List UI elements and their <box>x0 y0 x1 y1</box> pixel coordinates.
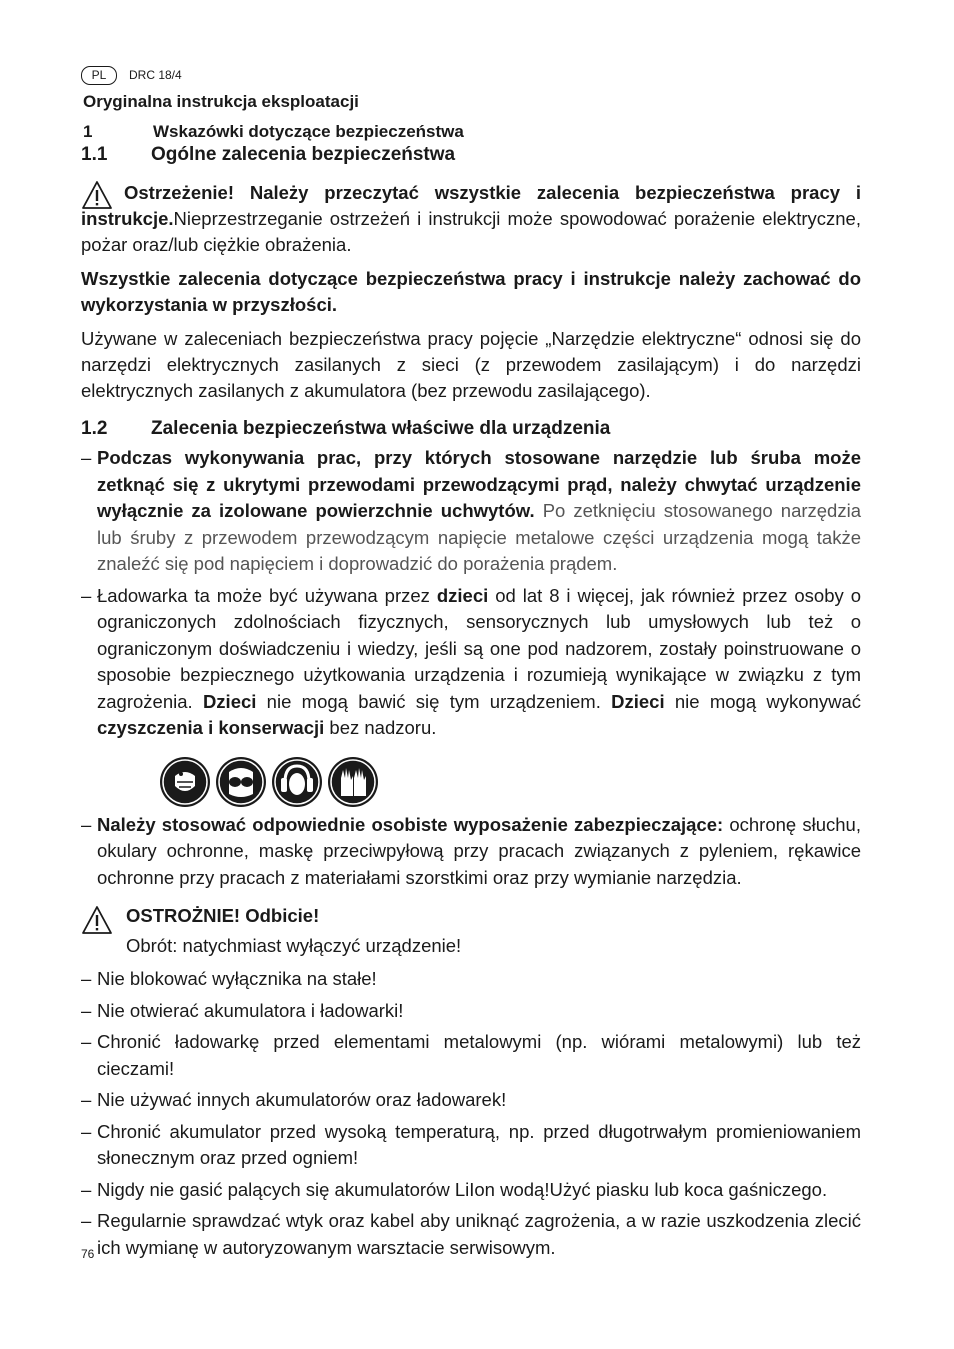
dust-mask-icon <box>159 756 211 808</box>
page-header <box>81 62 861 88</box>
section-title: Ogólne zalecenia bezpieczeństwa <box>151 144 456 165</box>
section-title: Wskazówki dotyczące bezpieczeństwa <box>153 122 464 141</box>
definition-paragraph: Używane w zaleceniach bezpieczeństwa pracy pojęcie „Narzędzie elektryczne“ odnosi się do narzędzi elektrycznych zasilanych z sieci (z przewodem zasilającym) i do narzędzi elektrycznych zasilanych z akumulatora (bez przewodu zasilającego). <box>81 328 861 401</box>
item-bold-text: Podczas wykonywania prac, przy których stosowane narzędzie lub śruba może zetknąć się z ukrytymi przewodami przewodzącymi prąd, należy chwytać urządzenie wyłącznie za izolowane powierzchnie uchwytów. <box>97 447 861 521</box>
language-badge: PL <box>81 66 117 85</box>
manual-page <box>81 62 861 1261</box>
list-item: – Nie używać innych akumulatorów oraz ładowarek! <box>81 1087 861 1114</box>
item-bold-text: Dzieci <box>611 690 665 712</box>
gloves-icon <box>327 756 379 808</box>
item-text: Ładowarka ta może być używana przez <box>97 584 437 606</box>
ear-protection-icon <box>271 756 323 808</box>
section-number: 1.2 <box>81 418 108 439</box>
safety-glasses-icon <box>215 756 267 808</box>
item-text: nie mogą wykonywać <box>664 690 861 712</box>
section-1-heading <box>83 122 861 142</box>
section-number: 1 <box>83 122 93 141</box>
item-text: Po zetknięciu stosowanego narzędzia lub śruby z przewodem przewodzącym napięcie metalowe części urządzenia mogą także znaleźć się pod napięciem i doprowadzić do porażenia prądem. <box>97 500 861 574</box>
item-text: od lat 8 i więcej, jak również przez osoby o ograniczonych zdolnościach fizycznych, sensorycznych lub umysłowych lub też o ograniczonym doświadczeniu i wiedzy, jeśli są one pod nadzorem, zostały poinstruowane o sposobie bezpiecznego użytkowania urządzenia i rozumieją wynikające w związku z tym zagrożenia. <box>97 584 861 712</box>
list-item: – Regularnie sprawdzać wtyk oraz kabel aby uniknąć zagrożenia, a w razie uszkodzenia zlecić ich wymianę w autoryzowanym warsztacie serwisowym. <box>81 1208 861 1261</box>
list-item <box>81 445 861 578</box>
item-bold-text: Dzieci <box>202 690 257 712</box>
keep-instructions-paragraph <box>81 266 861 318</box>
model-number: DRC 18/4 <box>129 68 182 82</box>
item-text: ochronę słuchu, okulary ochronne, maskę przeciwpyłową przy pracach związanych z pyleniem, rękawice ochronne przy pracach z materiałami szorstkimi oraz przy wymianie narzędzia. <box>97 813 861 888</box>
warning-triangle-icon <box>81 905 113 935</box>
list-item: – Chronić akumulator przed wysoką temperaturą, np. przed długotrwałym promieniowaniem słonecznym oraz przed ogniem! <box>81 1119 861 1172</box>
warning-triangle-icon <box>81 180 113 210</box>
list-item <box>81 583 861 742</box>
warning-text: Nieprzestrzeganie ostrzeżeń i instrukcji może spowodować porażenie elektryczne, pożar oraz/lub ciężkie obrażenia. <box>81 208 861 255</box>
list-item <box>81 812 861 892</box>
list-item: – Chronić ładowarkę przed elementami metalowymi (np. wiórami metalowymi) lub też cieczami! <box>81 1029 861 1082</box>
caution-title: OSTROŻNIE! Odbicie! <box>126 905 320 926</box>
item-text: bez nadzoru. <box>324 717 437 738</box>
section-title: Zalecenia bezpieczeństwa właściwe dla urządzenia <box>151 418 611 439</box>
warning-paragraph <box>81 180 861 258</box>
list-item: – Nie otwierać akumulatora i ładowarki! <box>81 998 861 1025</box>
section-1-2-heading <box>81 418 861 440</box>
safety-list-ppe <box>81 812 861 892</box>
warning-block <box>81 180 861 258</box>
caution-text: Obrót: natychmiast wyłączyć urządzenie! <box>126 935 462 956</box>
section-number: 1.1 <box>81 144 108 165</box>
caution-block <box>81 901 861 961</box>
item-bold-text: czyszczenia i konserwacji <box>97 717 325 738</box>
list-item: – Nigdy nie gasić palących się akumulatorów LiIon wodą!Użyć piasku lub koca gaśniczego. <box>81 1177 861 1204</box>
warning-bold-text: Ostrzeżenie! Należy przeczytać wszystkie zalecenia bezpieczeństwa pracy i instrukcje. <box>81 182 861 229</box>
document-title: Oryginalna instrukcja eksploatacji <box>83 92 359 111</box>
ppe-icons-row <box>159 756 861 810</box>
item-bold-text: dzieci <box>436 584 489 606</box>
item-bold-text: Należy stosować odpowiednie osobiste wyposażenie zabezpieczające: <box>97 813 724 835</box>
list-item: – Nie blokować wyłącznika na stałe! <box>81 966 861 993</box>
page-number: 76 <box>81 1247 95 1261</box>
item-text: nie mogą bawić się tym urządzeniem. <box>256 690 612 712</box>
keep-instructions-text: Wszystkie zalecenia dotyczące bezpieczeństwa pracy i instrukcje należy zachować do wykorzystania w przyszłości. <box>81 268 861 315</box>
safety-rules-list <box>81 966 861 1261</box>
section-1-1-heading <box>81 144 861 166</box>
safety-list <box>81 445 861 742</box>
